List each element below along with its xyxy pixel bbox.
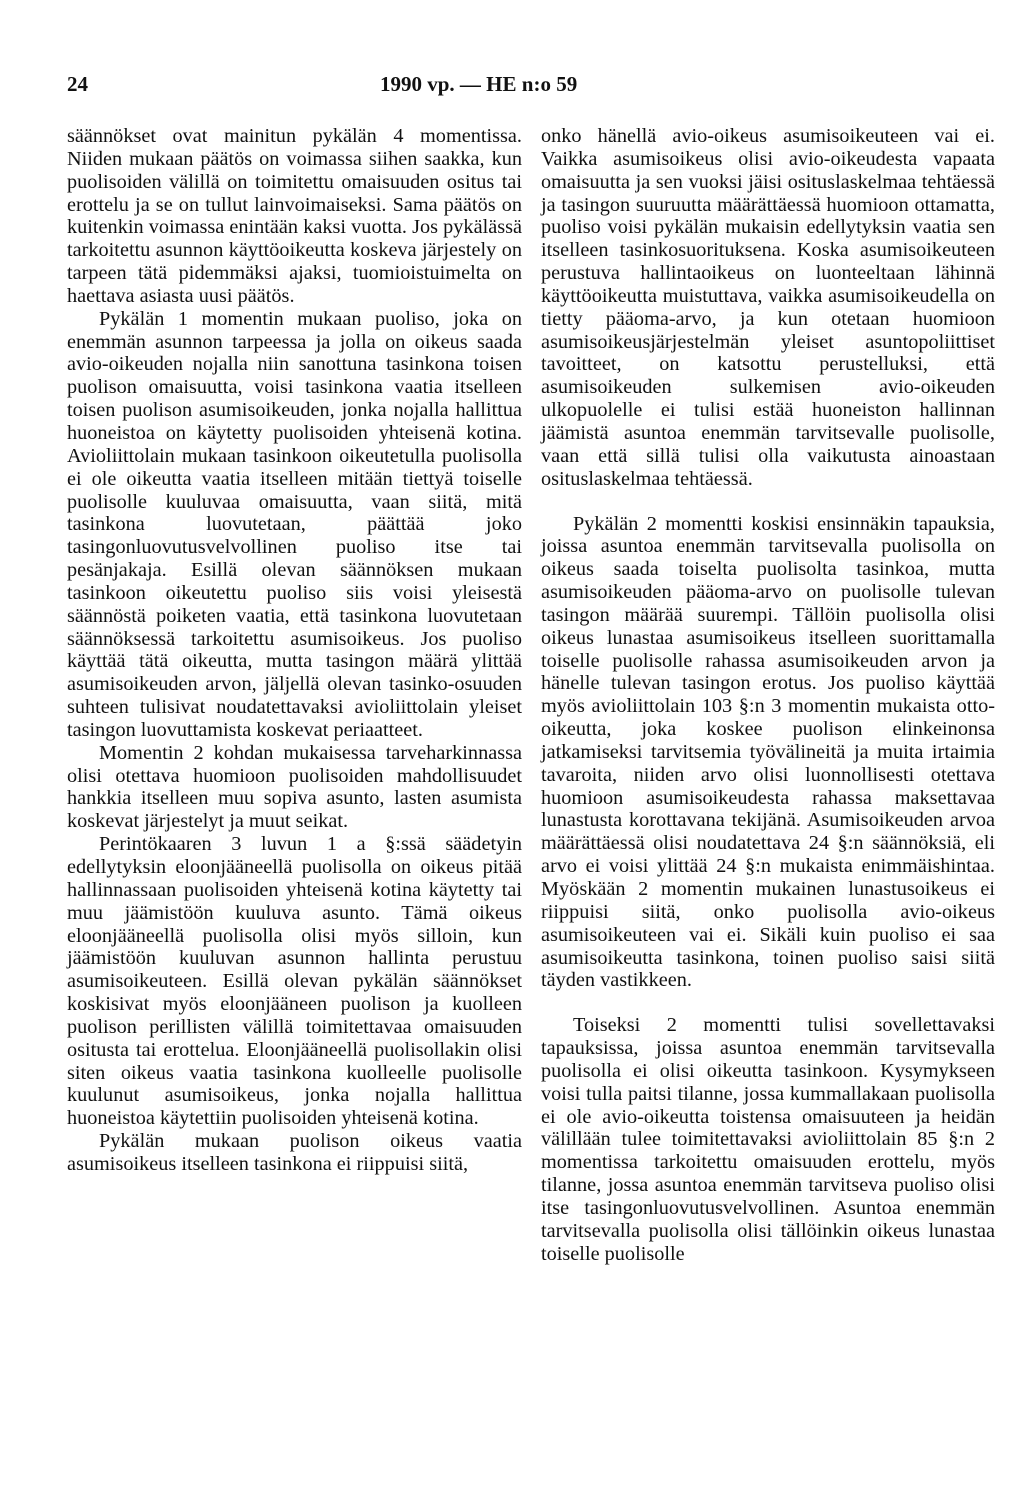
page-number: 24 bbox=[67, 72, 88, 96]
paragraph: säännökset ovat mainitun pykälän 4 momentissa. Niiden mukaan päätös on voimassa siihen saakka, kun puolisoiden välillä on toimitettu omaisuuden ositus tai erottelu ja se on tullut lainvoimaiseksi. Sama päätös on kuitenkin voimassa enintään kaksi vuotta. Jos pykälässä tarkoitettu asunnon käyttöoikeutta koskeva järjestely on tarpeen tätä pidemmäksi ajaksi, tuomioistuimelta on haettava asiasta uusi päätös. bbox=[67, 125, 522, 307]
paragraph: Pykälän 2 momentti koskisi ensinnäkin tapauksia, joissa asuntoa enemmän tarvitsevalla puolisolla on oikeus saada toiselta puolisolta tasinkoa, mutta asumisoikeuden pääoma-arvo on puolisolle tulevan tasingon määrää suurempi. Tällöin puolisolla olisi oikeus lunastaa asumisoikeus itselleen suorittamalla toiselle puolisolle rahassa asumisoikeuden arvon ja hänelle tulevan tasingon erotus. Jos puoliso käyttää myös avioliittolain 103 §:n 3 momentin mukaista otto-oikeutta, joka koskee puolison elinkeinonsa jatkamiseksi tarvitsemia työvälineitä ja muita irtaimia tavaroita, niiden arvo olisi luonnollisesti otettava huomioon asumisoikeudesta rahassa maksettavaa lunastusta korottavana tekijänä. Asumisoikeuden arvoa määrättäessä olisi noudatettava 24 §:n säännöksiä, eli arvo ei voisi ylittää 24 §:n mukaista enimmäishintaa. Myöskään 2 momentin mukainen lunastusoikeus ei riippuisi siitä, onko puolisolla avio-oikeus asumisoikeuteen vai ei. Sikäli kuin puoliso ei saa asumisoikeutta tasinkona, toinen puoliso saisi siitä täyden vastikkeen. bbox=[541, 512, 995, 992]
paragraph: onko hänellä avio-oikeus asumisoikeuteen vai ei. Vaikka asumisoikeus olisi avio-oikeudesta vapaata omaisuutta ja sen vuoksi jäisi osituslaskelmaa tehtäessä ja tasingon suuruutta määrättäessä huomioon ottamatta, puoliso voisi pykälän mukaisin edellytyksin vaatia sen itselleen tasinkosuorituksena. Koska asumisoikeuteen perustuva hallintaoikeus on luonteeltaan lähinnä käyttöoikeutta muistuttava, vaikka asumisoikeudella on tietty pääoma-arvo, ja kun otetaan huomioon asumisoikeusjärjestelmän yleiset asuntopoliittiset tavoitteet, on katsottu perustelluksi, että asumisoikeuden sulkemisen avio-oikeuden ulkopuolelle ei tulisi estää huoneiston hallinnan jäämistä asuntoa enemmän tarvitsevalle puolisolle, vaan että sillä tulisi olla vaikutusta ainoastaan osituslaskelmaa tehtäessä. bbox=[541, 125, 995, 490]
paragraph: Pykälän mukaan puolison oikeus vaatia asumisoikeus itselleen tasinkona ei riippuisi siitä, bbox=[67, 1130, 522, 1175]
right-column bbox=[541, 125, 995, 1266]
left-column bbox=[67, 125, 522, 1176]
paragraph: Pykälän 1 momentin mukaan puoliso, joka on enemmän asunnon tarpeessa ja jolla on oikeus saada avio-oikeuden nojalla niin sanottuna tasinkona toisen puolison omaisuutta, voisi tasinkona vaatia itselleen toisen puolison asumisoikeuden, jonka nojalla hallittua huoneistoa on käytetty puolisoiden yhteisenä kotina. Avioliittolain mukaan tasinkoon oikeutetulla puolisolla ei ole oikeutta vaatia itselleen mitään tiettyä toiselle puolisolle kuuluvaa omaisuutta, vaan siitä, mitä tasinkona luovutetaan, päättää joko tasingonluovutusvelvollinen puoliso itse tai pesänjakaja. Esillä olevan säännöksen mukaan tasinkoon oikeutettu puoliso siis voisi yleisestä säännöstä poiketen vaatia, että tasinkona luovutetaan säännöksessä tarkoitettu asumisoikeus. Jos puoliso käyttää tätä oikeutta, mutta tasingon määrä ylittää asumisoikeuden arvon, jäljellä olevan tasinko-osuuden suhteen tulisivat noudatettavaksi avioliittolain yleiset tasingon luovuttamista koskevat periaatteet. bbox=[67, 307, 522, 741]
page-header bbox=[0, 72, 1024, 102]
paragraph: Toiseksi 2 momentti tulisi sovellettavaksi tapauksissa, joissa asuntoa enemmän tarvitsevalla puolisolla ei olisi oikeutta tasinkoon. Kysymykseen voisi tulla paitsi tilanne, jossa kummallakaan puolisolla ei ole avio-oikeutta toistensa omaisuuteen ja heidän välillään tulee toimitettavaksi avioliittolain 85 §:n 2 momentissa tarkoitettu omaisuuden erottelu, myös tilanne, jossa asuntoa enemmän tarvitseva puoliso olisi itse tasingonluovutusvelvollinen. Asuntoa enemmän tarvitsevalla puolisolla olisi tällöinkin oikeus lunastaa toiselle puolisolle bbox=[541, 1014, 995, 1265]
paragraph: Perintökaaren 3 luvun 1 a §:ssä säädetyin edellytyksin eloonjääneellä puolisolla on oikeus pitää hallinnassaan puolisoiden yhteisenä kotina käytetty tai muu jäämistöön kuuluva asunto. Tämä oikeus eloonjääneellä puolisolla olisi myös silloin, kun jäämistöön kuuluvan asunnon hallinta perustuu asumisoikeuteen. Esillä olevan pykälän säännökset koskisivat myös eloonjääneen puolison ja kuolleen puolison perillisten välillä toimitettavaa omaisuuden ositusta tai erottelua. Eloonjääneellä puolisollakin olisi siten oikeus vaatia tasinkona kuolleelle puolisolle kuulunut asumisoikeus, jonka nojalla hallittua huoneistoa käytettiin puolisoiden yhteisenä kotina. bbox=[67, 833, 522, 1130]
paragraph: Momentin 2 kohdan mukaisessa tarveharkinnassa olisi otettava huomioon puolisoiden mahdollisuudet hankkia itselleen muu sopiva asunto, lasten asumista koskevat järjestelyt ja muut seikat. bbox=[67, 741, 522, 833]
running-title: 1990 vp. — HE n:o 59 bbox=[380, 72, 578, 96]
